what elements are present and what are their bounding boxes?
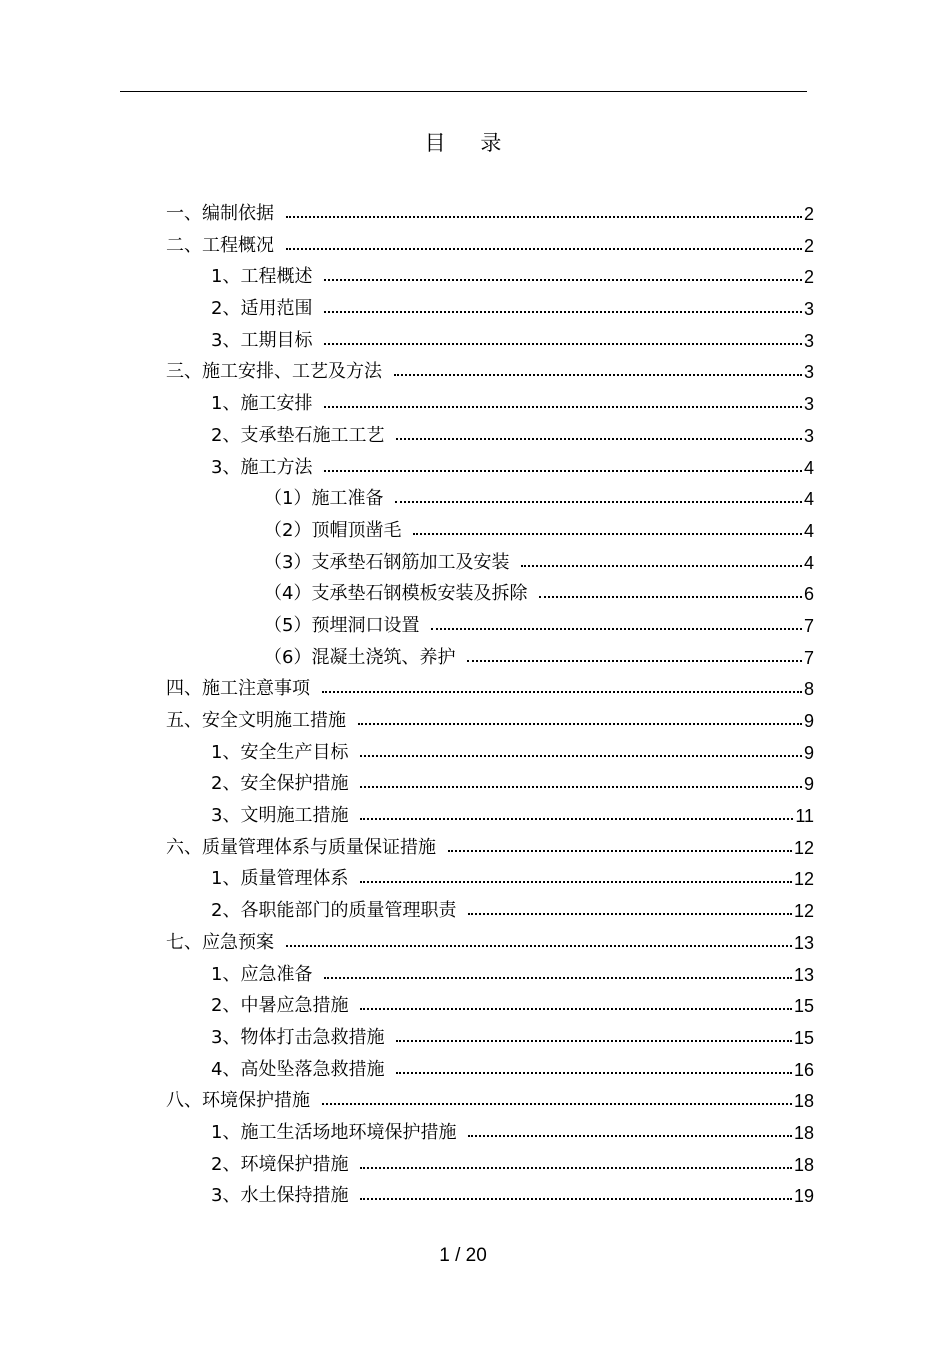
toc-dot-leader: [396, 1040, 792, 1042]
toc-entry[interactable]: [0, 896, 950, 928]
toc-entry[interactable]: [0, 199, 950, 231]
toc-entry-label: 2、适用范围: [211, 298, 313, 320]
toc-entry-page-number: 18: [793, 1091, 814, 1112]
toc-entry-label: 2、支承垫石施工工艺: [211, 424, 385, 446]
toc-entry[interactable]: [0, 864, 950, 896]
toc-dot-leader: [286, 945, 792, 947]
toc-entry[interactable]: [0, 928, 950, 960]
toc-entry-page-number: 9: [803, 711, 814, 731]
toc-entry-page-number: 18: [793, 1154, 814, 1175]
toc-entry-label: （6）混凝土浇筑、养护: [264, 646, 456, 668]
toc-dot-leader: [324, 343, 802, 345]
toc-dot-leader: [286, 248, 802, 250]
toc-entry-page-number: 4: [803, 520, 814, 541]
toc-entry-label: （1）施工准备: [264, 488, 384, 510]
toc-entry-label: 2、各职能部门的质量管理职责: [211, 900, 457, 922]
toc-dot-leader: [324, 406, 802, 408]
toc-dot-leader: [467, 660, 802, 662]
toc-entry-label: 八、环境保护措施: [166, 1090, 310, 1112]
toc-entry-label: 3、物体打击急救措施: [211, 1026, 385, 1048]
toc-entry-page-number: 9: [803, 742, 814, 763]
toc-entry-page-number: 9: [803, 774, 814, 795]
toc-entry[interactable]: [0, 484, 950, 516]
toc-entry-page-number: 3: [803, 425, 814, 446]
toc-entry[interactable]: [0, 262, 950, 294]
toc-dot-leader: [358, 723, 802, 725]
toc-entry-label: （5）预埋洞口设置: [264, 614, 420, 636]
toc-entry-label: 1、施工生活场地环境保护措施: [211, 1121, 457, 1143]
toc-dot-leader: [360, 1198, 792, 1200]
toc-entry-page-number: 2: [803, 267, 814, 288]
toc-dot-leader: [360, 1008, 792, 1010]
toc-entry[interactable]: [0, 453, 950, 485]
toc-entry-label: （2）顶帽顶凿毛: [264, 519, 402, 541]
table-of-contents: [0, 199, 950, 1213]
toc-entry-page-number: 7: [803, 647, 814, 668]
toc-entry-label: 3、工期目标: [211, 329, 313, 351]
toc-entry-label: 七、应急预案: [166, 931, 274, 953]
toc-entry[interactable]: [0, 706, 950, 738]
toc-entry[interactable]: [0, 769, 950, 801]
toc-entry-label: 3、施工方法: [211, 456, 313, 478]
toc-entry-label: 3、水土保持措施: [211, 1185, 349, 1207]
toc-dot-leader: [448, 850, 792, 852]
toc-dot-leader: [324, 977, 792, 979]
toc-entry-page-number: 19: [793, 1186, 814, 1207]
toc-entry[interactable]: [0, 1150, 950, 1182]
toc-dot-leader: [413, 533, 802, 535]
header-rule: [120, 91, 807, 92]
toc-entry-label: 3、文明施工措施: [211, 805, 349, 827]
page-indicator: 1 / 20: [439, 1245, 487, 1266]
toc-entry-page-number: 16: [793, 1059, 814, 1080]
toc-entry[interactable]: [0, 1055, 950, 1087]
toc-dot-leader: [431, 628, 802, 630]
toc-entry[interactable]: [0, 326, 950, 358]
toc-entry-page-number: 4: [803, 552, 814, 573]
toc-entry-page-number: 7: [803, 615, 814, 636]
toc-entry-label: 五、安全文明施工措施: [166, 710, 346, 731]
toc-dot-leader: [468, 913, 792, 915]
toc-entry-page-number: 12: [793, 901, 814, 922]
toc-entry[interactable]: [0, 516, 950, 548]
toc-entry-label: （4）支承垫石钢模板安装及拆除: [264, 583, 528, 605]
toc-entry[interactable]: [0, 991, 950, 1023]
toc-entry-label: 2、安全保护措施: [211, 773, 349, 795]
toc-entry[interactable]: [0, 738, 950, 770]
toc-dot-leader: [322, 1103, 792, 1105]
toc-entry[interactable]: [0, 548, 950, 580]
toc-entry-page-number: 12: [793, 869, 814, 890]
toc-entry[interactable]: [0, 960, 950, 992]
toc-entry[interactable]: [0, 833, 950, 865]
toc-entry-page-number: 3: [803, 299, 814, 320]
toc-entry-page-number: 13: [793, 932, 814, 953]
toc-entry[interactable]: [0, 421, 950, 453]
toc-entry-page-number: 3: [803, 330, 814, 351]
toc-entry-page-number: 15: [793, 1027, 814, 1048]
toc-entry-page-number: 13: [793, 964, 814, 985]
toc-dot-leader: [360, 818, 793, 820]
toc-dot-leader: [360, 1167, 792, 1169]
toc-entry-label: 2、环境保护措施: [211, 1153, 349, 1175]
toc-entry[interactable]: [0, 611, 950, 643]
toc-dot-leader: [360, 755, 802, 757]
toc-dot-leader: [396, 1072, 792, 1074]
toc-dot-leader: [468, 1135, 792, 1137]
toc-entry-label: 二、工程概况: [166, 234, 274, 256]
toc-entry-label: 1、工程概述: [211, 266, 313, 288]
toc-entry[interactable]: [0, 357, 950, 389]
toc-entry-label: 四、施工注意事项: [166, 678, 310, 700]
toc-entry-page-number: 3: [803, 394, 814, 415]
toc-entry-label: 六、质量管理体系与质量保证措施: [166, 836, 436, 858]
toc-entry[interactable]: [0, 1181, 950, 1213]
toc-entry-page-number: 18: [793, 1122, 814, 1143]
toc-entry[interactable]: [0, 579, 950, 611]
toc-entry-label: 1、应急准备: [211, 963, 313, 985]
toc-entry-page-number: 15: [793, 996, 814, 1017]
toc-dot-leader: [395, 501, 802, 503]
toc-entry[interactable]: [0, 643, 950, 675]
toc-dot-leader: [539, 596, 802, 598]
toc-entry-label: （3）支承垫石钢筋加工及安装: [264, 551, 510, 573]
toc-entry-label: 1、安全生产目标: [211, 741, 349, 763]
toc-entry-page-number: 4: [803, 489, 814, 510]
toc-dot-leader: [394, 374, 802, 376]
toc-dot-leader: [324, 311, 802, 313]
toc-entry[interactable]: [0, 1118, 950, 1150]
toc-entry[interactable]: [0, 1086, 950, 1118]
toc-entry-label: 2、中暑应急措施: [211, 995, 349, 1017]
toc-dot-leader: [324, 470, 802, 472]
toc-entry[interactable]: [0, 1023, 950, 1055]
toc-entry-page-number: 3: [803, 362, 814, 383]
toc-dot-leader: [360, 881, 792, 883]
page-title: 目 录: [424, 131, 516, 155]
toc-entry-page-number: 8: [803, 679, 814, 700]
toc-dot-leader: [324, 279, 802, 281]
toc-entry[interactable]: [0, 294, 950, 326]
toc-entry-label: 一、编制依据: [166, 203, 274, 224]
toc-dot-leader: [521, 565, 802, 567]
toc-entry-label: 1、施工安排: [211, 393, 313, 415]
toc-entry-label: 三、施工安排、工艺及方法: [166, 361, 382, 383]
toc-dot-leader: [286, 216, 802, 218]
toc-entry-page-number: 4: [803, 457, 814, 478]
toc-entry-page-number: 2: [803, 204, 814, 224]
toc-entry[interactable]: [0, 231, 950, 263]
toc-entry-label: 1、质量管理体系: [211, 868, 349, 890]
toc-dot-leader: [322, 691, 802, 693]
toc-entry-page-number: 12: [793, 837, 814, 858]
toc-entry[interactable]: [0, 801, 950, 833]
toc-entry-label: 4、高处坠落急救措施: [211, 1058, 385, 1080]
toc-entry[interactable]: [0, 674, 950, 706]
toc-entry[interactable]: [0, 389, 950, 421]
toc-dot-leader: [360, 786, 802, 788]
toc-dot-leader: [396, 438, 802, 440]
toc-entry-page-number: 2: [803, 235, 814, 256]
toc-entry-page-number: 6: [803, 584, 814, 605]
toc-entry-page-number: 11: [795, 806, 814, 827]
